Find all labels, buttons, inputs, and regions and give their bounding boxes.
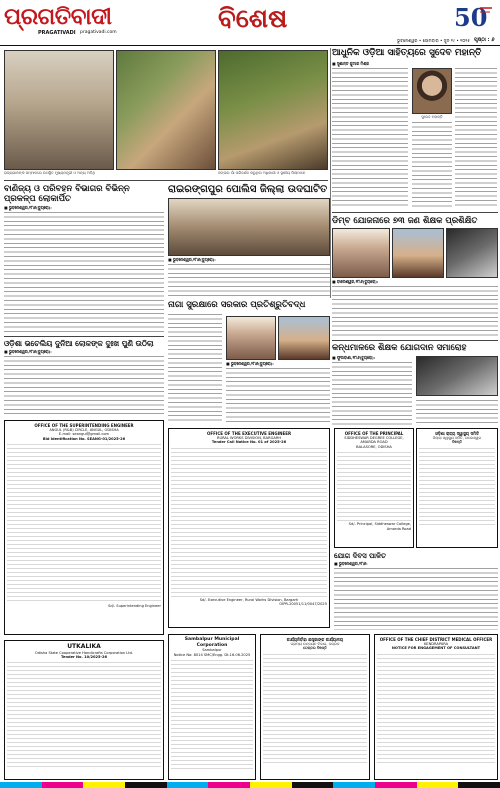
column-rule (330, 48, 331, 298)
ad-body (7, 444, 161, 604)
ad-subtitle-1: RURAL WORKS DIVISION, BARGARH (216, 436, 282, 440)
ad-title: ଓଡ଼ିଶା ରାଜ୍ୟ ସ୍ୱାସ୍ଥ୍ୟ ସମିତି (435, 431, 479, 436)
ad-body (171, 660, 253, 770)
nagas-body-col2 (226, 368, 330, 424)
commerce-body (4, 212, 164, 332)
ad-subtitle-2: ଟେଣ୍ଡର ବିଜ୍ଞପ୍ତି (303, 646, 327, 651)
ad-footer: Sd/- Superintending Engineer (108, 604, 161, 609)
nagas-body-col1 (168, 314, 222, 424)
photo-scheme-3 (446, 228, 498, 278)
ad-body (377, 654, 495, 764)
right-small-headline[interactable]: ଯୋଗ ଦିବସ ପାଳିତ (334, 552, 387, 560)
literature-headline[interactable]: ଆଧୁନିକ ଓଡ଼ିଆ ସାହିତ୍ୟରେ ସୁଦେବ ମହାନ୍ତି (332, 48, 482, 58)
right-small-byline: ■ ଭୁବନେଶ୍ୱର,୨୮ା୬: (334, 561, 368, 566)
ad-subtitle-2: BALASORE, ODISHA (356, 444, 392, 449)
ad-subtitle-2: Tender Call Notice No. 01 of 2025-26 (211, 440, 287, 445)
page-number: ପୃଷ୍ଠା : ୬ (474, 37, 495, 43)
commerce-headline[interactable]: ବାଣିଜ୍ୟ ଓ ପରିବହନ ବିଭାଗର ବିଭିନ୍ନ ପ୍ରକଳ୍ପ ଲୋକାର୍ପିତ (4, 184, 130, 204)
ad-title: Sambalpur Municipal Corporation (184, 637, 240, 648)
police-headline[interactable]: ରାଇରଙ୍ଗପୁର ପୋଲିସ ଜିଲ୍ଲା ଉଦଘାଟିତ (168, 184, 328, 195)
scheme-headline[interactable]: ଡିମ୍ବ ଯୋଜନାରେ ୭୩ ଜଣ ଶିକ୍ଷକ ପ୍ରଶିକ୍ଷିତ (332, 216, 478, 226)
photo-police-inauguration (168, 198, 330, 256)
anniversary-emblem (450, 2, 496, 32)
ad-odisha-health-society[interactable] (416, 428, 498, 548)
ad-footer: Sd/- Executive Engineer, Rural Works Division, Bargarh (199, 597, 299, 602)
photo-village-visit-left (116, 50, 216, 170)
top-caption-left: ରାଜ୍ୟପାଳଙ୍କ ସମ୍ମାନରେ ଉପସ୍ଥିତ ମୁଖ୍ୟମନ୍ତ୍ରୀ ଓ ଅନ୍ୟ ଅତିଥି (4, 171, 96, 175)
ad-subtitle-1: ଗ୍ରାମ୍ୟ ଉନ୍ନୟନ ବିଭାଗ, ଭଦ୍ରକ (290, 642, 340, 646)
portrait-caption: ସୁଦେବ ମହାନ୍ତି (421, 115, 443, 119)
website-url[interactable]: pragativadi.com (80, 30, 117, 35)
logo-subtitle: PRAGATIVADI (38, 30, 76, 36)
ad-title: OFFICE OF THE SUPERINTENDING ENGINEER (34, 423, 134, 428)
ad-sambalpur-municipal[interactable] (168, 634, 256, 780)
ad-body (419, 448, 495, 528)
ad-subtitle-2: Tender No. 10/2025-26 (61, 654, 107, 659)
literature-body-col1 (332, 68, 408, 208)
section-divider-right-2 (332, 340, 498, 341)
ad-title: କାର୍ଯ୍ୟନିର୍ବାହୀ ଯନ୍ତ୍ରୀଙ୍କ କାର୍ଯ୍ୟାଳୟ (286, 637, 344, 642)
ad-body (171, 448, 327, 598)
ad-subtitle-1: ANGUL (R&B) CIRCLE, ANGUL, ODISHA (49, 428, 119, 432)
ad-tender-executive-engineer[interactable] (168, 428, 330, 628)
section-title: ବିଶେଷ (218, 4, 288, 34)
bachelor-byline: ■ ଭୁବନେଶ୍ୱର,୨୮ା୬(ବ୍ୟୁରୋ): (4, 349, 52, 354)
ad-subtitle-2: ବିଜ୍ଞପ୍ତି (451, 440, 462, 445)
ad-subtitle-1: KENDRAPARA (423, 642, 449, 646)
ad-tender-superintending-engineer[interactable] (4, 420, 164, 635)
photo-scheme-1 (332, 228, 390, 278)
section-divider-left (4, 336, 164, 337)
kandhamal-body-col2 (416, 400, 498, 426)
photo-governor-ceremony (4, 50, 114, 170)
anniversary-number: 50 (454, 3, 488, 32)
ad-title: OFFICE OF THE EXECUTIVE ENGINEER (206, 431, 292, 436)
ad-subtitle-2: Notice No: 8014 SMC/Engg. Dt.16.06.2025 (173, 652, 251, 657)
ad-ipr-number: OIPR-20051/11/0047/2025 (279, 602, 327, 607)
bachelor-headline[interactable]: ଓଡ଼ିଶା ଭଚେଲିୟ ଦୁନିଆ ଲୋକଙ୍କ ଦୁଃଖ ପୁଣି ଉଠିଲା (4, 339, 154, 348)
ad-body (7, 662, 161, 767)
photo-scheme-2 (392, 228, 444, 278)
literature-body-col2 (455, 68, 497, 208)
printer-color-bar (0, 782, 500, 788)
ad-cdmo-kendrapara[interactable] (374, 634, 498, 780)
photo-nagas-2 (278, 316, 330, 360)
ad-subtitle-1: Odisha State Cooperative Handicrafts Corporation Ltd. (34, 650, 134, 655)
section-divider-right (332, 212, 498, 213)
scheme-byline: ■ ବାଲେଶ୍ୱର,୨୮ା୬(ବ୍ୟୁରୋ): (332, 279, 379, 284)
ad-body (263, 654, 367, 766)
portrait-sudeb-mohanty (412, 68, 452, 114)
photo-nagas-1 (226, 316, 276, 360)
ad-odia-tender-notice[interactable] (260, 634, 370, 780)
ad-subtitle-2: NOTICE FOR ENGAGEMENT OF CONSULTANT (391, 646, 481, 651)
ad-footer: Sd/- Principal, Siddheswar College, Amarda Road (348, 522, 411, 531)
ad-subtitle-2: E-mail: seangul@gmail.com (58, 432, 110, 437)
commerce-byline: ■ ଭୁବନେଶ୍ୱର,୨୮ା୬(ବ୍ୟୁରୋ): (4, 205, 52, 210)
kandhamal-headline[interactable]: କନ୍ଧମାଳରେ ଶିକ୍ଷକ ଯୋଗଦାନ ସମାରୋହ (332, 343, 467, 353)
top-caption-right: ଜଙ୍ଗଲ ଗାଁ ପରିଦର୍ଶନ କରୁଥିବା ଅଧିକାରୀ ଓ ସ୍ଥାନୀୟ ପିଲାମାନେ (218, 171, 306, 175)
ad-utkalika[interactable] (4, 640, 164, 780)
nagas-headline[interactable]: ନାଗା ସୁରକ୍ଷାରେ ସରକାର ପ୍ରତିଶ୍ରୁତିବଦ୍ଧ (168, 300, 306, 310)
kandhamal-body-col1 (332, 362, 412, 426)
literature-byline: ■ ସୁଶାନ୍ତ କୁମାର ମିଶ୍ର (332, 61, 369, 66)
section-divider (4, 180, 328, 181)
ad-title: UTKALIKA (67, 643, 101, 650)
literature-body-col3 (412, 122, 452, 208)
photo-kandhamal (416, 356, 498, 396)
scheme-body (332, 286, 498, 336)
right-small-body (334, 568, 498, 630)
ad-notice: Bid Identification No. SEANG-01/2025-26 (42, 436, 126, 441)
nagas-byline: ■ ଭୁବନେଶ୍ୱର,୨୮ା୬(ବ୍ୟୁରୋ): (226, 361, 274, 366)
ad-subtitle-1: SIDDHESWAR DEGREE COLLEGE, AMARDA ROAD (344, 436, 404, 445)
ad-subtitle-1: ଜିଲ୍ଲା ସ୍ୱାସ୍ଥ୍ୟ ସମିତି, ବାଲେଶ୍ୱର (432, 436, 482, 440)
ad-title: OFFICE OF THE PRINCIPAL (344, 431, 404, 436)
bachelor-body (4, 356, 164, 416)
ad-subtitle-1: Sambalpur (202, 648, 222, 653)
newspaper-logo[interactable]: ପ୍ରଗତିବାଦୀ (4, 3, 112, 30)
kandhamal-byline: ■ ଫୁଲବାଣୀ,୨୮ା୬(ବ୍ୟୁରୋ): (332, 355, 376, 360)
photo-village-visit-right (218, 50, 328, 170)
ad-principal-siddheswar[interactable] (334, 428, 414, 548)
dateline: ଭୁବନେଶ୍ୱର • ସୋମବାର • ଜୁନ ୨୯ • ୨୦୨୫ (397, 38, 470, 43)
police-body (168, 264, 330, 298)
police-byline: ■ ଭୁବନେଶ୍ୱର,୨୮ା୬(ବ୍ୟୁରୋ): (168, 257, 216, 262)
ad-title: OFFICE OF THE CHIEF DISTRICT MEDICAL OFFICER (379, 637, 493, 642)
ad-body (337, 452, 411, 522)
